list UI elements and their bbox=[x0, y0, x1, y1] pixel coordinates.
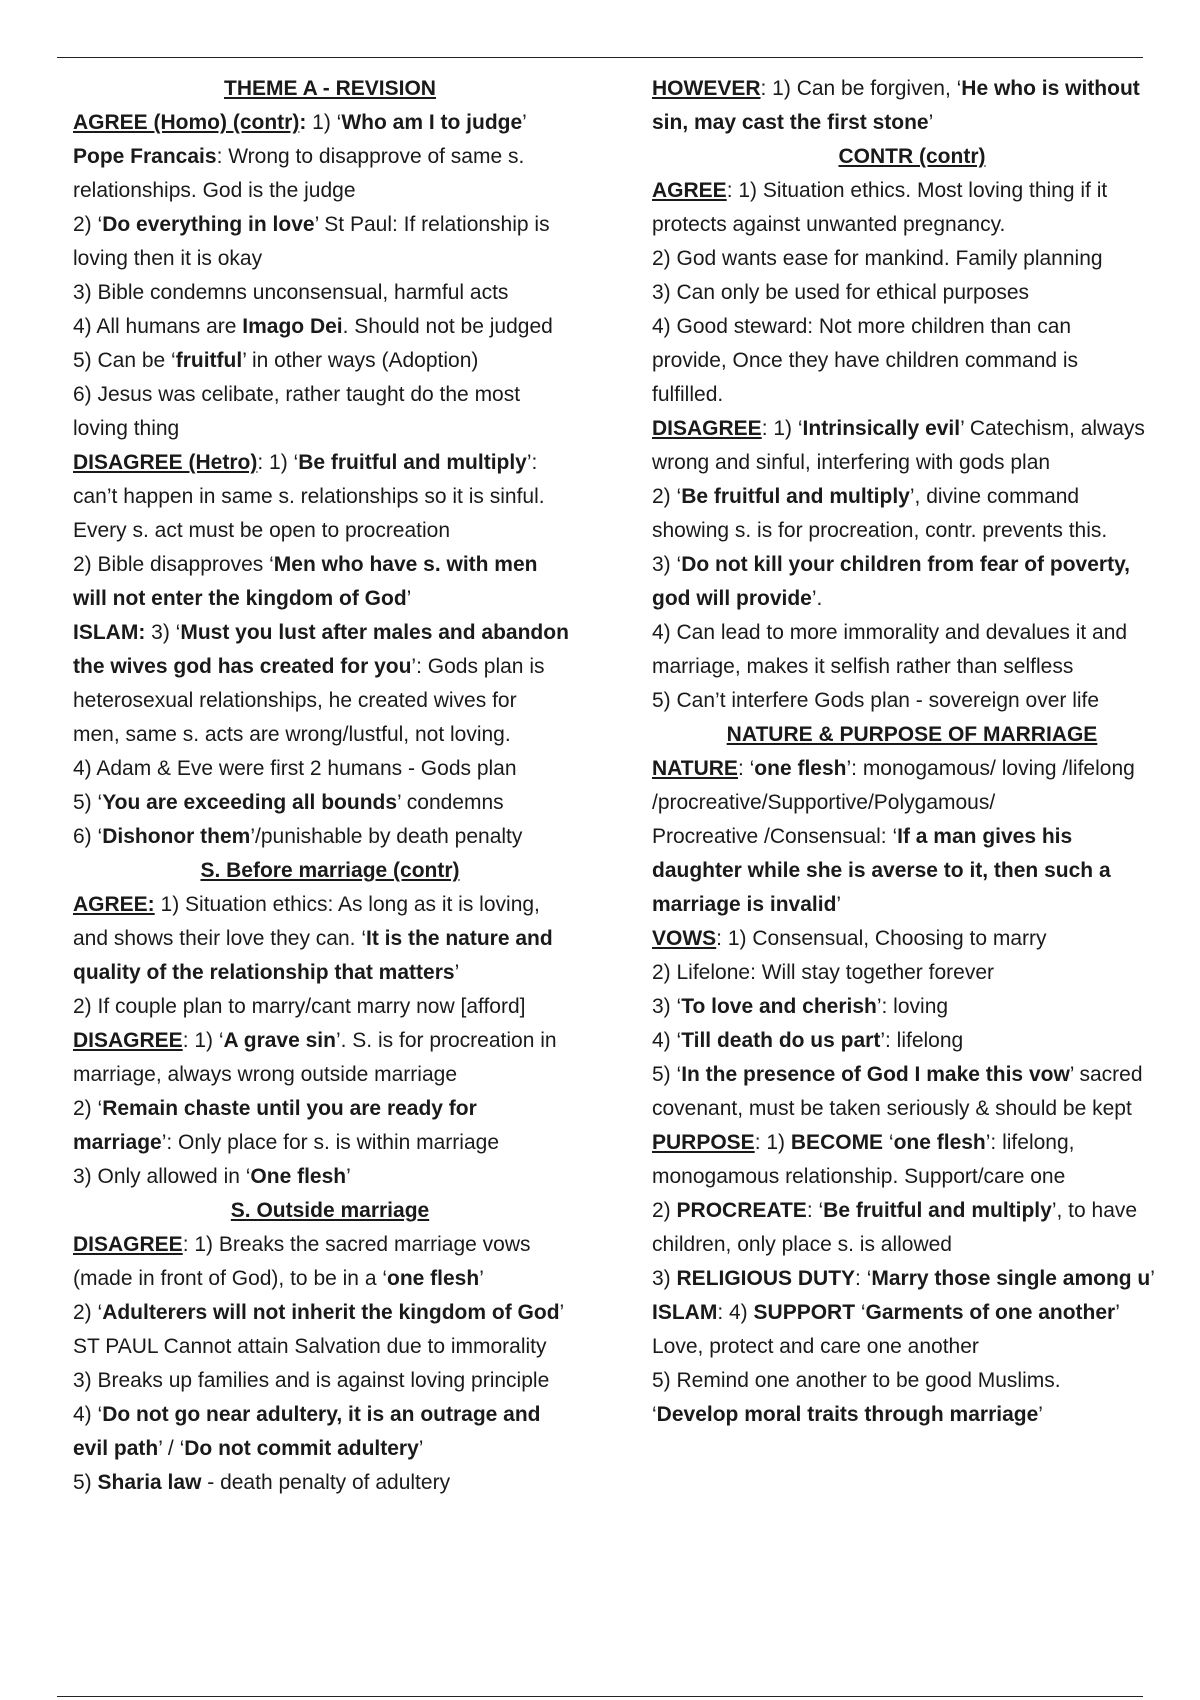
text-line bbox=[73, 1364, 587, 1398]
text-line bbox=[73, 582, 587, 616]
emphasis-text: marriage bbox=[73, 1131, 162, 1154]
body-text: 2) God wants ease for mankind. Family planning bbox=[652, 247, 1103, 270]
body-text: ’, to have bbox=[1051, 1199, 1138, 1222]
body-text: ’ in other ways (Adoption) bbox=[242, 349, 479, 372]
text-line bbox=[73, 276, 587, 310]
body-text: ’. S. is for procreation in bbox=[335, 1029, 557, 1052]
emphasis-text: will not enter the kingdom of God bbox=[73, 587, 407, 610]
text-line bbox=[652, 1194, 1172, 1228]
text-line bbox=[73, 1024, 587, 1058]
body-text: ’ bbox=[1115, 1301, 1120, 1324]
body-text: : 1) ‘ bbox=[761, 417, 803, 440]
text-line bbox=[73, 514, 587, 548]
text-line bbox=[652, 684, 1172, 718]
emphasis-text: DISAGREE (Hetro) bbox=[73, 451, 258, 474]
text-line bbox=[73, 616, 587, 650]
text-line bbox=[73, 548, 587, 582]
bottom-rule bbox=[57, 1696, 1143, 1697]
text-line bbox=[652, 582, 1172, 616]
body-text: ‘ bbox=[855, 1301, 866, 1324]
emphasis-text: Men who have s. with men bbox=[273, 553, 538, 576]
body-text: 2) Lifelone: Will stay together forever bbox=[652, 961, 994, 984]
text-line bbox=[652, 1228, 1172, 1262]
body-text: ’ bbox=[1038, 1403, 1043, 1426]
body-text: relationships. God is the judge bbox=[73, 179, 356, 202]
body-text: monogamous relationship. Support/care one bbox=[652, 1165, 1066, 1188]
text-line bbox=[73, 786, 587, 820]
body-text: 1) ‘ bbox=[312, 111, 342, 134]
left-column bbox=[73, 72, 587, 1500]
emphasis-text: Who am I to judge bbox=[341, 111, 523, 134]
section-heading bbox=[73, 854, 587, 888]
text-line bbox=[73, 1432, 587, 1466]
body-text: 3) bbox=[652, 1267, 677, 1290]
text-line bbox=[73, 1398, 587, 1432]
body-text: 4) All humans are bbox=[73, 315, 243, 338]
text-line bbox=[73, 480, 587, 514]
body-text: ’: Only place for s. is within marriage bbox=[161, 1131, 500, 1154]
text-line bbox=[73, 752, 587, 786]
text-line bbox=[652, 1126, 1172, 1160]
text-line bbox=[73, 888, 587, 922]
body-text: Every s. act must be open to procreation bbox=[73, 519, 451, 542]
body-text: children, only place s. is allowed bbox=[652, 1233, 952, 1256]
text-line bbox=[73, 820, 587, 854]
body-text: 5) Can’t interfere Gods plan - sovereign over life bbox=[652, 689, 1100, 712]
emphasis-text: Till death do us part bbox=[681, 1029, 881, 1052]
section-heading bbox=[73, 72, 587, 106]
body-text: loving then it is okay bbox=[73, 247, 263, 270]
body-text: ’ sacred bbox=[1069, 1063, 1143, 1086]
emphasis-text: He who is without bbox=[961, 77, 1140, 100]
text-line bbox=[73, 1160, 587, 1194]
emphasis-text: sin, may cast the first stone bbox=[652, 111, 929, 134]
text-line bbox=[73, 106, 587, 140]
text-line bbox=[73, 718, 587, 752]
body-text: 3) ‘ bbox=[145, 621, 181, 644]
emphasis-text: Do not go near adultery, it is an outrage and bbox=[102, 1403, 541, 1426]
body-text: covenant, must be taken seriously & should be kept bbox=[652, 1097, 1132, 1120]
body-text: 5) Remind one another to be good Muslims. bbox=[652, 1369, 1061, 1392]
emphasis-text: ISLAM: bbox=[73, 621, 146, 644]
body-text: 3) Bible condemns unconsensual, harmful acts bbox=[73, 281, 509, 304]
body-text: ’: lifelong, bbox=[985, 1131, 1075, 1154]
body-text: 4) Adam & Eve were first 2 humans - Gods plan bbox=[73, 757, 517, 780]
section-heading bbox=[73, 1194, 587, 1228]
emphasis-text: VOWS bbox=[652, 927, 717, 950]
text-line bbox=[73, 1296, 587, 1330]
text-line bbox=[73, 208, 587, 242]
text-line bbox=[652, 650, 1172, 684]
text-line bbox=[652, 1092, 1172, 1126]
text-line bbox=[73, 1228, 587, 1262]
emphasis-text: Develop moral traits through marriage bbox=[656, 1403, 1039, 1426]
emphasis-text: Be fruitful and multiply bbox=[823, 1199, 1052, 1222]
body-text: 4) ‘ bbox=[73, 1403, 103, 1426]
text-line bbox=[73, 990, 587, 1024]
emphasis-text: Do not kill your children from fear of poverty, bbox=[681, 553, 1131, 576]
body-text: - death penalty of adultery bbox=[201, 1471, 451, 1494]
right-column bbox=[652, 72, 1172, 1432]
emphasis-text: CONTR (contr) bbox=[838, 145, 986, 168]
body-text: ’ bbox=[836, 893, 842, 916]
body-text: . Should not be judged bbox=[342, 315, 553, 338]
text-line bbox=[652, 446, 1172, 480]
emphasis-text: : bbox=[299, 111, 313, 134]
body-text: men, same s. acts are wrong/lustful, not loving. bbox=[73, 723, 511, 746]
body-text: 2) ‘ bbox=[73, 1301, 103, 1324]
emphasis-text: DISAGREE bbox=[652, 417, 762, 440]
text-line bbox=[652, 208, 1172, 242]
body-text: ‘ bbox=[652, 1403, 657, 1426]
body-text: : Wrong to disapprove of same s. bbox=[216, 145, 525, 168]
text-line bbox=[73, 242, 587, 276]
body-text: 3) Breaks up families and is against loving principle bbox=[73, 1369, 550, 1392]
emphasis-text: Imago Dei bbox=[242, 315, 343, 338]
emphasis-text: SUPPORT bbox=[753, 1301, 856, 1324]
text-line bbox=[652, 344, 1172, 378]
body-text: ’ Catechism, always bbox=[960, 417, 1145, 440]
text-line bbox=[652, 72, 1172, 106]
text-line bbox=[652, 242, 1172, 276]
emphasis-text: daughter while she is averse to it, then such a bbox=[652, 859, 1111, 882]
body-text: 5) bbox=[73, 1471, 98, 1494]
text-line bbox=[652, 412, 1172, 446]
emphasis-text: PURPOSE bbox=[652, 1131, 755, 1154]
emphasis-text: quality of the relationship that matters bbox=[73, 961, 455, 984]
body-text: provide, Once they have children command is bbox=[652, 349, 1079, 372]
emphasis-text: DISAGREE bbox=[73, 1233, 183, 1256]
emphasis-text: the wives god has created for you bbox=[73, 655, 412, 678]
text-line bbox=[652, 106, 1172, 140]
emphasis-text: one flesh bbox=[893, 1131, 986, 1154]
emphasis-text: AGREE (Homo) (contr) bbox=[73, 111, 300, 134]
text-line bbox=[652, 548, 1172, 582]
body-text: /procreative/Supportive/Polygamous/ bbox=[652, 791, 996, 814]
text-line bbox=[73, 684, 587, 718]
body-text: : 1) ‘ bbox=[257, 451, 299, 474]
emphasis-text: You are exceeding all bounds bbox=[102, 791, 398, 814]
emphasis-text: In the presence of God I make this vow bbox=[681, 1063, 1070, 1086]
text-line bbox=[652, 888, 1172, 922]
body-text: : 4) bbox=[717, 1301, 754, 1324]
body-text: : 1) Breaks the sacred marriage vows bbox=[182, 1233, 531, 1256]
body-text: ’: lifelong bbox=[880, 1029, 964, 1052]
body-text: ’ St Paul: If relationship is bbox=[314, 213, 550, 236]
text-line bbox=[73, 1126, 587, 1160]
emphasis-text: one flesh bbox=[754, 757, 847, 780]
body-text: 2) If couple plan to marry/cant marry now [afford] bbox=[73, 995, 526, 1018]
text-line bbox=[652, 276, 1172, 310]
body-text: protects against unwanted pregnancy. bbox=[652, 213, 1006, 236]
body-text: 2) ‘ bbox=[73, 1097, 103, 1120]
text-line bbox=[652, 990, 1172, 1024]
body-text: can’t happen in same s. relationships so it is sinful. bbox=[73, 485, 545, 508]
emphasis-text: A grave sin bbox=[223, 1029, 336, 1052]
text-line bbox=[73, 922, 587, 956]
body-text: 2) ‘ bbox=[652, 485, 682, 508]
body-text: fulfilled. bbox=[652, 383, 724, 406]
body-text: 3) ‘ bbox=[652, 553, 682, 576]
emphasis-text: Pope Francais bbox=[73, 145, 217, 168]
emphasis-text: It is the nature and bbox=[366, 927, 553, 950]
emphasis-text: fruitful bbox=[175, 349, 243, 372]
body-text: ST PAUL Cannot attain Salvation due to immorality bbox=[73, 1335, 547, 1358]
body-text: wrong and sinful, interfering with gods plan bbox=[652, 451, 1051, 474]
text-line bbox=[73, 650, 587, 684]
text-line bbox=[73, 1330, 587, 1364]
body-text: ’. bbox=[811, 587, 823, 610]
emphasis-text: AGREE bbox=[652, 179, 727, 202]
text-line bbox=[652, 1296, 1172, 1330]
emphasis-text: Be fruitful and multiply bbox=[298, 451, 527, 474]
body-text: (made in front of God), to be in a ‘ bbox=[73, 1267, 387, 1290]
body-text: ’ bbox=[559, 1301, 565, 1324]
body-text: : 1) ‘ bbox=[182, 1029, 224, 1052]
emphasis-text: One flesh bbox=[250, 1165, 347, 1188]
body-text: 4) Can lead to more immorality and devalues it and bbox=[652, 621, 1128, 644]
text-line bbox=[73, 1058, 587, 1092]
text-line bbox=[652, 480, 1172, 514]
body-text: ’ bbox=[522, 111, 527, 134]
body-text: ’ bbox=[418, 1437, 424, 1460]
text-line bbox=[73, 956, 587, 990]
body-text: : 1) bbox=[754, 1131, 791, 1154]
emphasis-text: Do not commit adultery bbox=[184, 1437, 419, 1460]
body-text: 1) Situation ethics: As long as it is loving, bbox=[154, 893, 540, 916]
body-text: : ‘ bbox=[737, 757, 755, 780]
text-line bbox=[652, 310, 1172, 344]
emphasis-text: Must you lust after males and abandon bbox=[180, 621, 569, 644]
body-text: ’, divine command bbox=[909, 485, 1080, 508]
emphasis-text: S. Outside marriage bbox=[230, 1199, 430, 1222]
text-line bbox=[652, 752, 1172, 786]
text-line bbox=[652, 1262, 1172, 1296]
text-line bbox=[652, 378, 1172, 412]
text-line bbox=[73, 310, 587, 344]
body-text: ’ bbox=[1150, 1267, 1155, 1290]
body-text: ’ bbox=[479, 1267, 484, 1290]
emphasis-text: AGREE: bbox=[73, 893, 155, 916]
body-text: loving thing bbox=[73, 417, 180, 440]
body-text: ’ / ‘ bbox=[158, 1437, 185, 1460]
text-line bbox=[652, 854, 1172, 888]
text-line bbox=[73, 446, 587, 480]
text-line bbox=[652, 174, 1172, 208]
text-line bbox=[73, 412, 587, 446]
body-text: 6) Jesus was celibate, rather taught do the most bbox=[73, 383, 521, 406]
body-text: : 1) Can be forgiven, ‘ bbox=[760, 77, 962, 100]
body-text: marriage, always wrong outside marriage bbox=[73, 1063, 457, 1086]
text-line bbox=[73, 344, 587, 378]
body-text: 5) ‘ bbox=[652, 1063, 682, 1086]
body-text: 2) ‘ bbox=[73, 213, 103, 236]
text-line bbox=[73, 1092, 587, 1126]
emphasis-text: Garments of one another bbox=[865, 1301, 1116, 1324]
section-heading bbox=[652, 140, 1172, 174]
emphasis-text: god will provide bbox=[652, 587, 812, 610]
emphasis-text: marriage is invalid bbox=[652, 893, 837, 916]
body-text: showing s. is for procreation, contr. prevents this. bbox=[652, 519, 1108, 542]
text-line bbox=[652, 1364, 1172, 1398]
top-rule bbox=[57, 57, 1143, 58]
text-line bbox=[73, 378, 587, 412]
body-text: Love, protect and care one another bbox=[652, 1335, 979, 1358]
emphasis-text: one flesh bbox=[387, 1267, 480, 1290]
emphasis-text: DISAGREE bbox=[73, 1029, 183, 1052]
body-text: ’: loving bbox=[876, 995, 949, 1018]
text-line bbox=[652, 616, 1172, 650]
emphasis-text: Intrinsically evil bbox=[802, 417, 961, 440]
emphasis-text: PROCREATE bbox=[676, 1199, 807, 1222]
emphasis-text: ISLAM bbox=[652, 1301, 718, 1324]
text-line bbox=[652, 922, 1172, 956]
body-text: 2) Bible disapproves ‘ bbox=[73, 553, 274, 576]
body-text: Procreative /Consensual: ‘ bbox=[652, 825, 898, 848]
text-line bbox=[652, 956, 1172, 990]
body-text: 2) bbox=[652, 1199, 677, 1222]
body-text: 3) Only allowed in ‘ bbox=[73, 1165, 251, 1188]
emphasis-text: To love and cherish bbox=[681, 995, 877, 1018]
body-text: ’ bbox=[406, 587, 412, 610]
emphasis-text: Dishonor them bbox=[102, 825, 251, 848]
text-line bbox=[652, 1398, 1172, 1432]
emphasis-text: Marry those single among u bbox=[871, 1267, 1151, 1290]
body-text: ’ bbox=[928, 111, 934, 134]
body-text: ’/punishable by death penalty bbox=[250, 825, 523, 848]
body-text: : ‘ bbox=[855, 1267, 872, 1290]
body-text: marriage, makes it selfish rather than selfless bbox=[652, 655, 1074, 678]
emphasis-text: Do everything in love bbox=[102, 213, 315, 236]
text-line bbox=[652, 1330, 1172, 1364]
emphasis-text: Remain chaste until you are ready for bbox=[102, 1097, 477, 1120]
text-line bbox=[73, 174, 587, 208]
emphasis-text: evil path bbox=[73, 1437, 159, 1460]
text-line bbox=[652, 786, 1172, 820]
emphasis-text: BECOME bbox=[790, 1131, 884, 1154]
emphasis-text: Sharia law bbox=[97, 1471, 202, 1494]
text-line bbox=[73, 1466, 587, 1500]
body-text: ’: bbox=[526, 451, 538, 474]
body-text: 3) ‘ bbox=[652, 995, 682, 1018]
body-text: ‘ bbox=[883, 1131, 894, 1154]
body-text: : 1) Situation ethics. Most loving thing if it bbox=[726, 179, 1108, 202]
body-text: and shows their love they can. ‘ bbox=[73, 927, 366, 950]
body-text: 5) ‘ bbox=[73, 791, 103, 814]
text-line bbox=[652, 514, 1172, 548]
text-line bbox=[73, 140, 587, 174]
body-text: : ‘ bbox=[806, 1199, 824, 1222]
text-line bbox=[652, 1024, 1172, 1058]
body-text: 3) Can only be used for ethical purposes bbox=[652, 281, 1030, 304]
body-text: ’: Gods plan is bbox=[411, 655, 545, 678]
body-text: : 1) Consensual, Choosing to marry bbox=[716, 927, 1047, 950]
body-text: heterosexual relationships, he created wives for bbox=[73, 689, 517, 712]
emphasis-text: S. Before marriage (contr) bbox=[200, 859, 460, 882]
body-text: ’ bbox=[454, 961, 460, 984]
emphasis-text: Adulterers will not inherit the kingdom of God bbox=[102, 1301, 560, 1324]
emphasis-text: If a man gives his bbox=[897, 825, 1073, 848]
body-text: ’ condemns bbox=[397, 791, 504, 814]
text-line bbox=[73, 1262, 587, 1296]
emphasis-text: NATURE & PURPOSE OF MARRIAGE bbox=[726, 723, 1098, 746]
body-text: 4) ‘ bbox=[652, 1029, 682, 1052]
emphasis-text: RELIGIOUS DUTY bbox=[676, 1267, 856, 1290]
body-text: 5) Can be ‘ bbox=[73, 349, 176, 372]
text-line bbox=[652, 1160, 1172, 1194]
emphasis-text: HOWEVER bbox=[652, 77, 761, 100]
emphasis-text: Be fruitful and multiply bbox=[681, 485, 910, 508]
body-text: ’ bbox=[346, 1165, 351, 1188]
text-line bbox=[652, 820, 1172, 854]
emphasis-text: NATURE bbox=[652, 757, 738, 780]
body-text: ’: monogamous/ loving /lifelong bbox=[846, 757, 1135, 780]
text-line bbox=[652, 1058, 1172, 1092]
body-text: 6) ‘ bbox=[73, 825, 103, 848]
section-heading bbox=[652, 718, 1172, 752]
emphasis-text: THEME A - REVISION bbox=[224, 77, 436, 100]
body-text: 4) Good steward: Not more children than can bbox=[652, 315, 1072, 338]
